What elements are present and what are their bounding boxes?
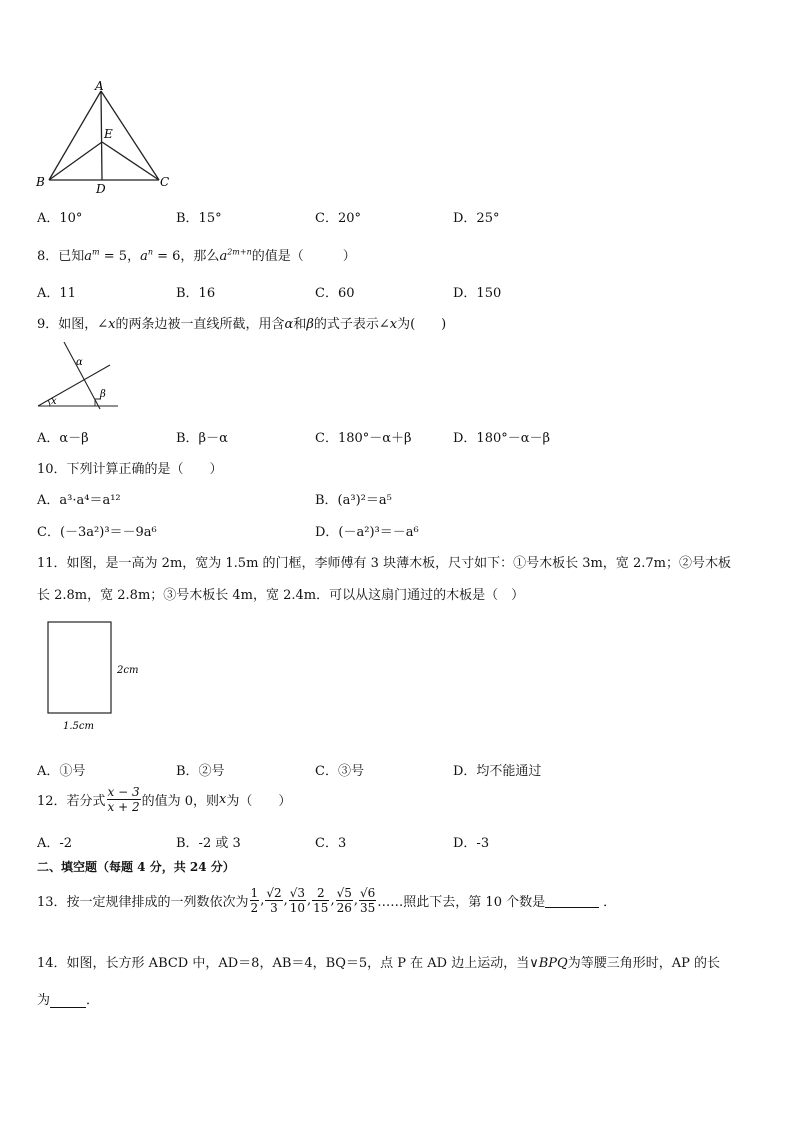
q13-fraction-6: $\frac{√6}{35}$ — [360, 886, 376, 915]
q8-option-d: D．150 — [453, 286, 502, 301]
vertex-label-e: E — [104, 127, 113, 141]
q10-option-a: A．a³·a⁴＝a¹² — [37, 493, 121, 508]
q11-option-a: A．①号 — [37, 764, 86, 779]
fig-line — [49, 91, 101, 180]
q7-option-b: B．15° — [176, 211, 222, 226]
q7-triangle-figure — [30, 78, 180, 196]
q11-stem-line2: 长 2.8m，宽 2.8m；③号木板长 4m，宽 2.4m．可以从这扇门通过的木板是（ ） — [37, 588, 525, 603]
q10-stem: 10．下列计算正确的是（ ） — [37, 462, 223, 477]
angle-label-beta: β — [100, 389, 106, 400]
door-height-label: 2cm — [117, 665, 139, 676]
q9-option-b: B．β－α — [176, 431, 228, 446]
q7-option-c: C．20° — [315, 211, 361, 226]
q9-option-d: D．180°－α－β — [453, 431, 551, 446]
q9-option-a: A．α－β — [37, 431, 89, 446]
angle-arc-x — [48, 400, 50, 406]
angle-label-alpha: α — [76, 357, 83, 368]
q13-fraction-1: $\frac{1}{2}$ — [250, 886, 259, 915]
fig-line — [102, 142, 159, 180]
q11-option-d: D．均不能通过 — [453, 764, 542, 779]
q12-fraction: $\frac{x - 3}{x + 2}$ — [107, 785, 140, 814]
q8-stem: 8．已知$a^m = 5$，$a^n = 6$，那么$a^{2m+n}$的值是（ ） — [37, 247, 356, 264]
q11-option-b: B．②号 — [176, 764, 225, 779]
q10-option-c: C．(－3a²)³＝－9a⁶ — [37, 525, 157, 540]
vertex-label-d: D — [96, 182, 106, 196]
fig-line — [101, 91, 102, 180]
q12-option-d: D．-3 — [453, 836, 490, 851]
q13-stem: 13．按一定规律排成的一列数依次为 $\frac{1}{2}$ , $\frac{√2}{3}$ , $\frac{√3}{10}$ , $\frac{2}{15}$ , $\frac{√5}{26}$ , $\frac{√6}{35}$ ……照此下去，第 10 个数是 ． — [37, 886, 617, 915]
angle-label-x: x — [51, 396, 57, 407]
section-heading-fill-in: 二、填空题（每题 4 分，共 24 分） — [37, 860, 235, 874]
q11-option-c: C．③号 — [315, 764, 364, 779]
q8-option-a: A．11 — [37, 286, 76, 301]
q14-stem-line1: 14．如图，长方形 ABCD 中，AD＝8，AB＝4，BQ＝5，点 P 在 AD 边上运动，当∨BPQ为等腰三角形时，AP 的长 — [37, 956, 720, 971]
door-width-label: 1.5cm — [63, 721, 94, 732]
q12-option-b: B．-2 或 3 — [176, 836, 241, 851]
vertex-label-a: A — [95, 79, 104, 93]
q7-option-a: A．10° — [37, 211, 83, 226]
q10-option-d: D．(－a²)³＝－a⁶ — [315, 525, 419, 540]
q13-fraction-2: $\frac{√2}{3}$ — [266, 886, 282, 915]
q10-option-b: B．(a³)²＝a⁵ — [315, 493, 392, 508]
q9-option-c: C．180°－α＋β — [315, 431, 412, 446]
q8-option-c: C．60 — [315, 286, 355, 301]
q14-stem-line2: 为 ． — [37, 993, 100, 1008]
q12-stem: 12．若分式 $\frac{x - 3}{x + 2}$ 的值为 0，则x为（ ） — [37, 785, 292, 814]
q13-fraction-3: $\frac{√3}{10}$ — [289, 886, 306, 915]
q12-option-c: C．3 — [315, 836, 347, 851]
fig-line — [49, 142, 102, 180]
vertex-label-c: C — [160, 175, 170, 189]
q13-answer-blank[interactable] — [545, 894, 599, 908]
q8-option-b: B．16 — [176, 286, 216, 301]
q11-stem-line1: 11．如图，是一高为 2m，宽为 1.5m 的门框，李师傅有 3 块薄木板，尺寸如下：①号木板长 3m，宽 2.7m；②号木板 — [37, 556, 731, 571]
q11-door-figure — [44, 618, 154, 736]
vertex-label-b: B — [36, 175, 45, 189]
q12-option-a: A．-2 — [37, 836, 73, 851]
q14-answer-blank[interactable] — [50, 994, 86, 1008]
q7-option-d: D．25° — [453, 211, 500, 226]
q9-angle-figure — [34, 338, 124, 412]
q9-stem: 9．如图，∠x的两条边被一直线所截，用含α和β的式子表示∠x为( ) — [37, 317, 447, 332]
door-frame — [48, 622, 111, 713]
q13-fraction-5: $\frac{√5}{26}$ — [336, 886, 352, 915]
q13-fraction-4: $\frac{2}{15}$ — [313, 886, 329, 915]
